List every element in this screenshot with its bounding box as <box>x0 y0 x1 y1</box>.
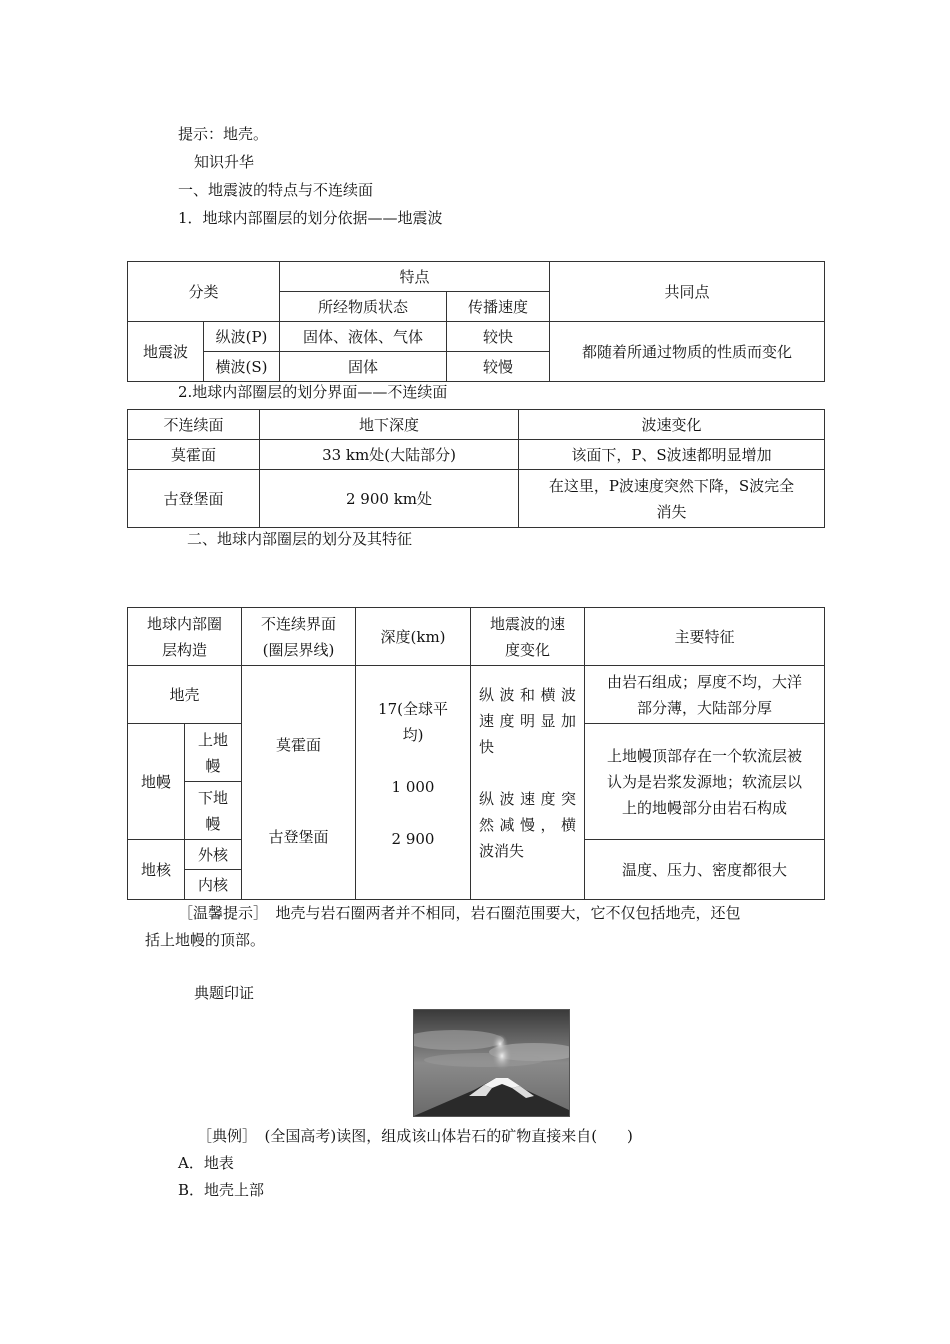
header-wave-speed-change-line-2: 度变化 <box>505 640 551 659</box>
depth-moho-line-2: 均) <box>402 726 424 744</box>
row-group-seismic: 地震波 <box>128 322 204 382</box>
upper-mantle-label <box>185 724 242 782</box>
seismic-wave-table <box>127 261 825 382</box>
header-common: 共同点 <box>550 262 825 322</box>
moho-depth: 33 km处(大陆部分) <box>260 440 519 470</box>
mantle-features <box>585 724 825 840</box>
header-boundary-line-1: 不连续界面 <box>261 614 337 633</box>
header-depth: 地下深度 <box>260 410 519 440</box>
crust-features-line-2: 部分薄，大陆部分厚 <box>637 698 773 717</box>
wave-change-column <box>471 666 585 900</box>
header-main-features: 主要特征 <box>585 608 825 666</box>
earth-layers-table <box>127 607 825 900</box>
gutenberg-boundary: 古登堡面 <box>268 828 329 846</box>
crust-features-line-1: 由岩石组成；厚度不均，大洋 <box>607 672 803 691</box>
discontinuity-table <box>127 409 825 528</box>
p-wave-medium: 固体、液体、气体 <box>280 322 447 352</box>
example-question: ［典例］ (全国高考)读图，组成该山体岩石的矿物直接来自( ) <box>197 1127 633 1145</box>
common-point: 都随着所通过物质的性质而变化 <box>550 322 825 382</box>
s-wave-name: 横波(S) <box>204 352 280 382</box>
wave-change-2-line-2: 然减慢，横 <box>479 816 577 834</box>
s-wave-medium: 固体 <box>280 352 447 382</box>
tip-line-1: ［温馨提示］ 地壳与岩石圈两者并不相同，岩石圈范围要大，它不仅包括地壳，还包 <box>178 904 741 922</box>
p-wave-speed: 较快 <box>447 322 550 352</box>
knowledge-heading: 知识升华 <box>194 153 255 171</box>
wave-change-2-line-1: 纵波速度突 <box>479 790 577 808</box>
header-depth-km: 深度(km) <box>356 608 471 666</box>
subsection-2-heading: 2.地球内部圈层的划分界面——不连续面 <box>178 383 448 401</box>
tip-line-2: 括上地幔的顶部。 <box>145 931 266 949</box>
gutenberg-change-line-2: 消失 <box>656 502 687 521</box>
depth-moho-line-1: 17(全球平 <box>378 700 448 718</box>
upper-mantle-line-2: 幔 <box>205 756 221 775</box>
option-a: A．地表 <box>178 1154 234 1172</box>
crust-features <box>585 666 825 724</box>
crust-label: 地壳 <box>128 666 242 724</box>
mantle-features-line-2: 认为是岩浆发源地；软流层以 <box>607 772 803 791</box>
header-boundary-line-2: (圈层界线) <box>262 640 335 659</box>
outer-core-label: 外核 <box>185 840 242 870</box>
header-class: 分类 <box>128 262 280 322</box>
moho-name: 莫霍面 <box>128 440 260 470</box>
gutenberg-change-line-1: 在这里，P波速度突然下降，S波完全 <box>548 476 795 495</box>
volcano-photo <box>413 1009 570 1117</box>
wave-change-1-line-2: 速度明显加 <box>479 712 577 730</box>
hint-line: 提示：地壳。 <box>178 125 269 143</box>
header-wave-speed-change <box>471 608 585 666</box>
depth-2900: 2 900 <box>391 830 435 848</box>
mantle-features-line-3: 上的地幔部分由岩石构成 <box>622 798 788 817</box>
upper-mantle-line-1: 上地 <box>198 730 229 749</box>
moho-change: 该面下，P、S波速都明显增加 <box>519 440 825 470</box>
moho-boundary: 莫霍面 <box>276 736 322 754</box>
subsection-1-heading: 1．地球内部圈层的划分依据——地震波 <box>178 209 443 227</box>
p-wave-name: 纵波(P) <box>204 322 280 352</box>
header-layer-structure-line-1: 地球内部圈 <box>147 614 223 633</box>
header-wave-change: 波速变化 <box>519 410 825 440</box>
boundary-column <box>242 666 356 900</box>
inner-core-label: 内核 <box>185 870 242 900</box>
option-b: B．地壳上部 <box>178 1181 265 1199</box>
mantle-label: 地幔 <box>128 724 185 840</box>
header-discontinuity: 不连续面 <box>128 410 260 440</box>
mantle-features-line-1: 上地幔顶部存在一个软流层被 <box>607 746 803 765</box>
wave-change-2-line-3: 波消失 <box>479 842 525 860</box>
section-2-heading: 二、地球内部圈层的划分及其特征 <box>187 530 413 548</box>
lower-mantle-line-1: 下地 <box>198 788 229 807</box>
gutenberg-change <box>519 470 825 528</box>
core-label: 地核 <box>128 840 185 900</box>
depth-column <box>356 666 471 900</box>
header-boundary <box>242 608 356 666</box>
s-wave-speed: 较慢 <box>447 352 550 382</box>
lower-mantle-label <box>185 782 242 840</box>
wave-change-1-line-3: 快 <box>479 738 495 756</box>
example-heading: 典题印证 <box>194 984 255 1002</box>
header-layer-structure <box>128 608 242 666</box>
header-feature: 特点 <box>280 262 550 292</box>
lower-mantle-line-2: 幔 <box>205 814 221 833</box>
core-features: 温度、压力、密度都很大 <box>585 840 825 900</box>
wave-change-1-line-1: 纵波和横波 <box>479 686 577 704</box>
header-medium: 所经物质状态 <box>280 292 447 322</box>
gutenberg-depth: 2 900 km处 <box>260 470 519 528</box>
header-layer-structure-line-2: 层构造 <box>162 640 208 659</box>
gutenberg-name: 古登堡面 <box>128 470 260 528</box>
section-1-heading: 一、地震波的特点与不连续面 <box>178 181 374 199</box>
depth-1000: 1 000 <box>391 778 435 796</box>
header-speed: 传播速度 <box>447 292 550 322</box>
header-wave-speed-change-line-1: 地震波的速 <box>490 614 566 633</box>
